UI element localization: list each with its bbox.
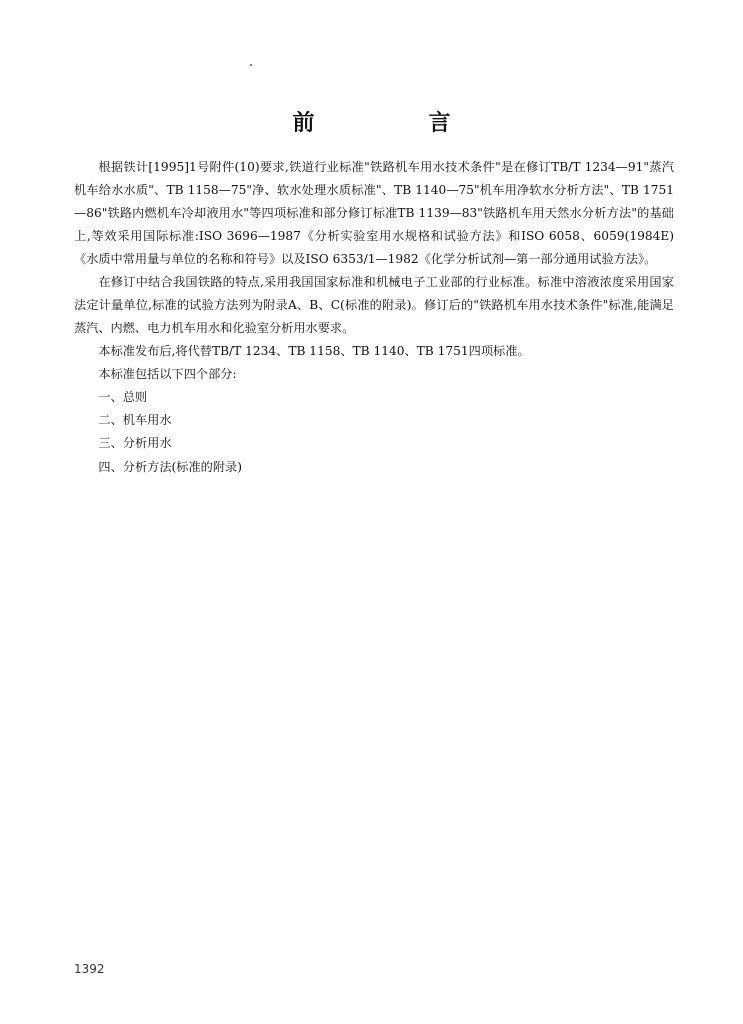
parts-list — [74, 386, 674, 479]
scan-speck — [250, 64, 252, 66]
list-item: 二、机车用水 — [98, 413, 172, 428]
paragraph-parts-intro: 本标准包括以下四个部分: — [98, 367, 237, 381]
paragraph-replacement: 本标准发布后,将代替TB/T 1234、TB 1158、TB 1140、TB 1751四项标准。 — [98, 344, 530, 358]
paragraph-revision-basis: 根据铁计[1995]1号附件(10)要求,铁道行业标准"铁路机车用水技术条件"是在修订TB/T 1234—91"蒸汽机车给水水质"、TB 1158—75"净、软水处理水质标准"、TB 1140—75"机车用净软水分析方法"、TB 1751—86"铁路内燃机车冷却液用水"等四项标准和部分修订标准TB 1139—83"铁路机车用天然水分析方法"的基础上,等效采用国际标准:ISO 3696—1987《分析实验室用水规格和试验方法》和ISO 6058、6059(1984E)《水质中常用量与单位的名称和符号》以及ISO 6353/1—1982《化学分析试剂—第一部分通用试验方法》。 — [74, 160, 674, 266]
list-item: 三、分析用水 — [98, 436, 172, 451]
page-number: 1392 — [74, 962, 105, 976]
list-item: 四、分析方法(标准的附录) — [98, 459, 242, 474]
preface-body — [74, 156, 674, 479]
page-title: 前 言 — [292, 111, 497, 136]
paragraph-revision-notes: 在修订中结合我国铁路的特点,采用我国国家标准和机械电子工业部的行业标准。标准中溶液浓度采用国家法定计量单位,标准的试验方法列为附录A、B、C(标准的附录)。修订后的"铁路机车用水技术条件"标准,能满足蒸汽、内燃、电力机车用水和化验室分析用水要求。 — [74, 275, 674, 335]
list-item: 一、总则 — [98, 390, 148, 404]
